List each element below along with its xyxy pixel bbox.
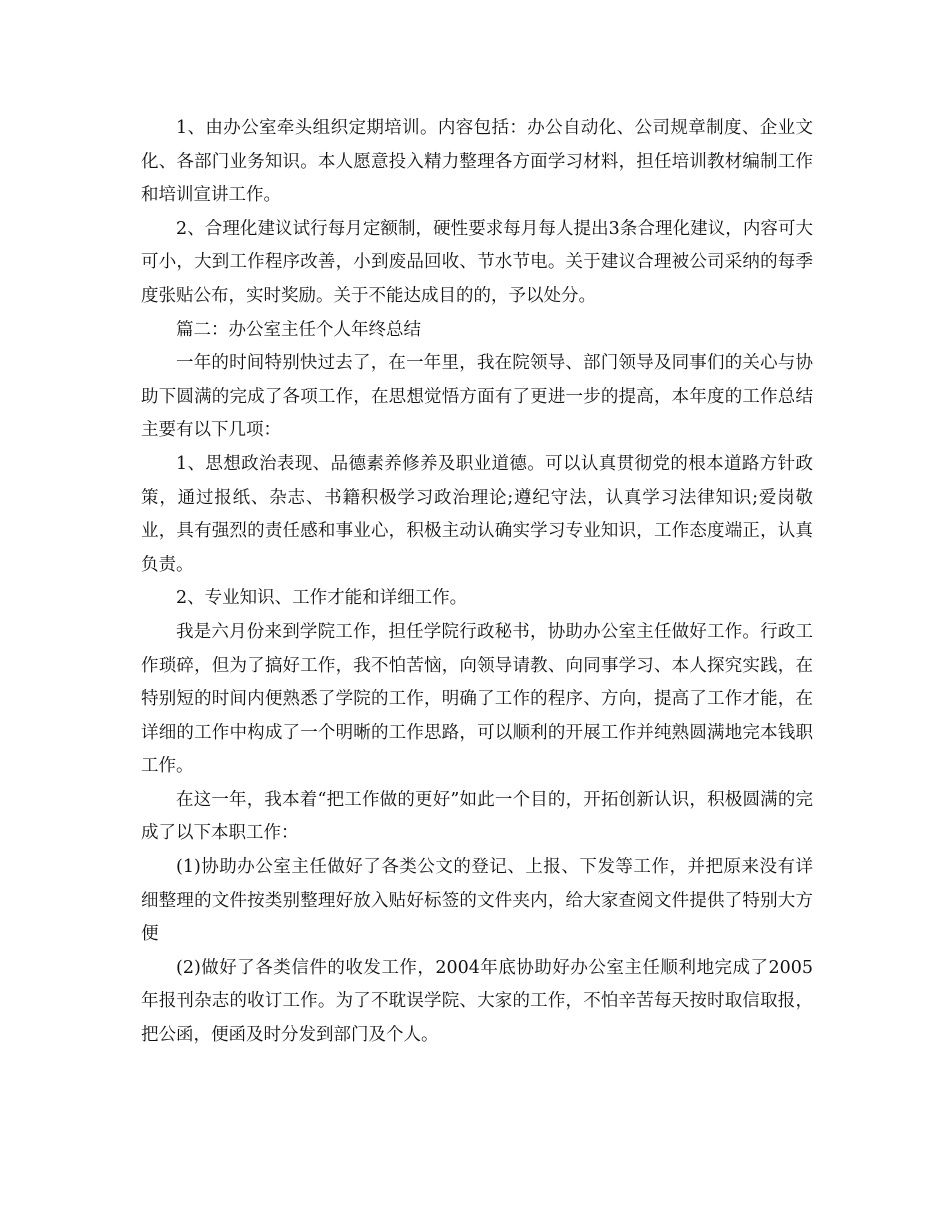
list-item-documents: (1)协助办公室主任做好了各类公文的登记、上报、下发等工作，并把原来没有详细整理的文件按类别整理好放入贴好标签的文件夹内，给大家查阅文件提供了特别大方便 [141,857,813,945]
paragraph-political: 1、思想政治表现、品德素养修养及职业道德。可以认真贯彻党的根本道路方针政策，通过报纸、杂志、书籍积极学习政治理论;遵纪守法，认真学习法律知识;爱岗敬业，具有强烈的责任感和事业心，积极主动认确实学习专业知识，工作态度端正，认真负责。 [141,453,813,575]
document-body [141,112,813,1053]
list-item-mail: (2)做好了各类信件的收发工作，2004年底协助好办公室主任顺利地完成了2005年报刊杂志的收订工作。为了不耽误学院、大家的工作，不怕辛苦每天按时取信取报，把公函，便函及时分发到部门及个人。 [141,957,813,1046]
paragraph-intro: 一年的时间特别快过去了，在一年里，我在院领导、部门领导及同事们的关心与协助下圆满的完成了各项工作，在思想觉悟方面有了更进一步的提高，本年度的工作总结主要有以下几项： [141,353,813,441]
paragraph-professional-heading: 2、专业知识、工作才能和详细工作。 [176,588,468,609]
paragraph-training: 1、由办公室牵头组织定期培训。内容包括：办公自动化、公司规章制度、企业文化、各部门业务知识。本人愿意投入精力整理各方面学习材料，担任培训教材编制工作和培训宣讲工作。 [141,118,813,206]
paragraph-year-summary: 在这一年，我本着“把工作做的更好”如此一个目的，开拓创新认识，积极圆满的完成了以下本职工作： [141,789,813,844]
paragraph-suggestions: 2、合理化建议试行每月定额制，硬性要求每月每人提出3条合理化建议，内容可大可小，大到工作程序改善，小到废品回收、节水节电。关于建议合理被公司采纳的每季度张贴公布，实时奖励。关于不能达成目的的，予以处分。 [141,218,813,306]
section-heading: 篇二：办公室主任个人年终总结 [176,319,421,340]
paragraph-work-experience: 我是六月份来到学院工作，担任学院行政秘书，协助办公室主任做好工作。行政工作琐碎，但为了搞好工作，我不怕苦恼，向领导请教、向同事学习、本人探究实践，在特别短的时间内便熟悉了学院的工作，明确了工作的程序、方向，提高了工作才能，在详细的工作中构成了一个明晰的工作思路，可以顺利的开展工作并纯熟圆满地完本钱职工作。 [141,621,813,777]
